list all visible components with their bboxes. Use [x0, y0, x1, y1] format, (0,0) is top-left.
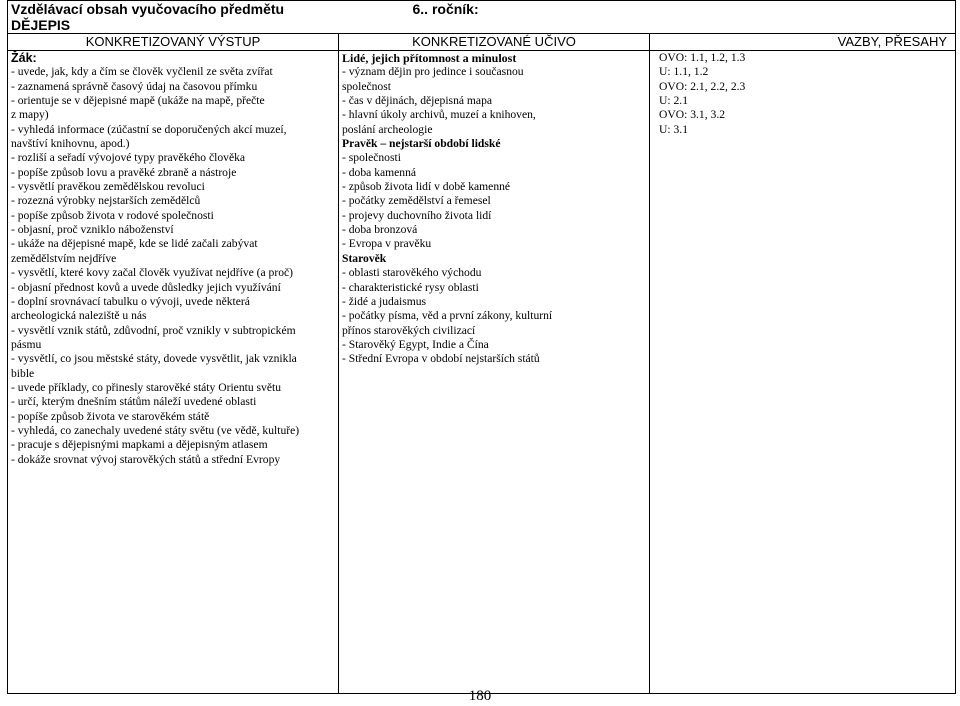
output-line: bible [11, 366, 35, 380]
content-line: - hlavní úkoly archivů, muzeí a knihoven, [342, 108, 536, 122]
content-line: - čas v dějinách, dějepisná mapa [342, 94, 493, 108]
output-column [8, 51, 339, 694]
output-line: - objasní, proč vzniklo náboženství [11, 223, 174, 237]
content-line: - Starověký Egypt, Indie a Čína [342, 337, 489, 351]
output-line: archeologická naleziště u nás [11, 309, 147, 323]
content-line: - židé a judaismus [342, 294, 427, 308]
output-line: - popíše způsob života v rodové společnosti [11, 208, 214, 222]
output-line: pásmu [11, 337, 42, 351]
output-list [11, 65, 335, 467]
content-list-antiquity [342, 266, 646, 366]
content-line: - doba bronzová [342, 223, 418, 237]
content-line: poslání archeologie [342, 122, 433, 136]
content-row [8, 51, 956, 694]
content-line: - společnosti [342, 151, 401, 165]
output-heading: Žák: [11, 51, 37, 65]
output-line: - ukáže na dějepisné mapě, kde se lidé začali zabývat [11, 237, 258, 251]
header-output: KONKRETIZOVANÝ VÝSTUP [8, 34, 339, 51]
links-list [659, 51, 952, 137]
output-line: zemědělstvím nejdříve [11, 251, 117, 265]
output-line: - vysvětlí, co jsou městské státy, dovede vysvětlit, jak vznikla [11, 352, 297, 366]
link-line: U: 1.1, 1.2 [659, 65, 709, 79]
content-line: - počátky zemědělství a řemesel [342, 194, 491, 208]
output-line: - doplní srovnávací tabulku o vývoji, uvede některá [11, 294, 250, 308]
content-list-prehistory [342, 151, 646, 251]
content-line: - počátky písma, věd a první zákony, kulturní [342, 309, 553, 323]
link-line: OVO: 3.1, 3.2 [659, 108, 726, 122]
links-column [650, 51, 956, 694]
grade-title-cell [339, 1, 956, 34]
output-line: - dokáže srovnat vývoj starověkých států a střední Evropy [11, 452, 281, 466]
content-line: přínos starověkých civilizací [342, 323, 476, 337]
content-list-intro [342, 65, 646, 137]
header-row [8, 34, 956, 51]
output-line: - orientuje se v dějepisné mapě (ukáže na mapě, přečte [11, 94, 265, 108]
output-line: - vyhledá informace (zúčastní se doporučených akcí muzeí, [11, 122, 287, 136]
output-line: - zaznamená správně časový údaj na časovou přímku [11, 79, 258, 93]
header-links: VAZBY, PŘESAHY [650, 34, 956, 51]
content-line: - Evropa v pravěku [342, 237, 432, 251]
output-line: - popíše způsob lovu a pravěké zbraně a nástroje [11, 165, 237, 179]
link-line: U: 3.1 [659, 122, 688, 136]
output-line: - vysvětlí, které kovy začal člověk využívat nejdříve (a proč) [11, 266, 293, 280]
output-line: - vysvětlí vznik států, zdůvodní, proč vznikly v subtropickém [11, 323, 296, 337]
content-line: - význam dějin pro jedince i současnou [342, 65, 524, 79]
link-line: OVO: 1.1, 1.2, 1.3 [659, 51, 746, 64]
curriculum-table [7, 0, 956, 694]
output-line: - určí, kterým dnešním státům náleží uvedené oblasti [11, 395, 257, 409]
document-title: Vzdělávací obsah vyučovacího předmětu DĚJEPIS [11, 1, 285, 33]
grade-title: 6.. ročník: [412, 1, 479, 17]
content-line: - Střední Evropa v období nejstarších států [342, 352, 540, 366]
output-line: navštíví knihovnu, apod.) [11, 137, 130, 151]
header-content: KONKRETIZOVANÉ UČIVO [339, 34, 650, 51]
content-line: - způsob života lidí v době kamenné [342, 180, 511, 194]
output-line: - uvede příklady, co přinesly starověké státy Orientu světu [11, 380, 282, 394]
output-line: - pracuje s dějepisnými mapkami a dějepisným atlasem [11, 438, 268, 452]
content-line: - doba kamenná [342, 165, 417, 179]
output-line: - vysvětlí pravěkou zemědělskou revoluci [11, 180, 205, 194]
content-column [339, 51, 650, 694]
page [7, 0, 955, 694]
output-line: - vyhledá, co zanechaly uvedené státy světu (ve vědě, kultuře) [11, 423, 300, 437]
content-heading-people: Lidé, jejich přítomnost a minulost [342, 51, 517, 65]
content-line: - oblasti starověkého východu [342, 266, 482, 280]
output-line: - rozezná výrobky nejstarších zemědělců [11, 194, 201, 208]
content-line: společnost [342, 79, 391, 93]
title-row [8, 1, 956, 34]
output-line: - popíše způsob života ve starověkém státě [11, 409, 210, 423]
output-line: - rozliší a seřadí vývojové typy pravěkého člověka [11, 151, 246, 165]
document-title-cell [8, 1, 339, 34]
content-line: - charakteristické rysy oblasti [342, 280, 479, 294]
output-line: - objasní přednost kovů a uvede důsledky jejich využívání [11, 280, 281, 294]
page-number: 180 [468, 688, 492, 704]
content-line: - projevy duchovního života lidí [342, 208, 492, 222]
link-line: OVO: 2.1, 2.2, 2.3 [659, 79, 746, 93]
link-line: U: 2.1 [659, 94, 688, 108]
output-line: z mapy) [11, 108, 49, 122]
content-heading-antiquity: Starověk [342, 251, 387, 265]
content-heading-prehistory: Pravěk – nejstarší období lidské [342, 137, 501, 151]
output-line: - uvede, jak, kdy a čím se člověk vyčlenil ze světa zvířat [11, 65, 273, 79]
